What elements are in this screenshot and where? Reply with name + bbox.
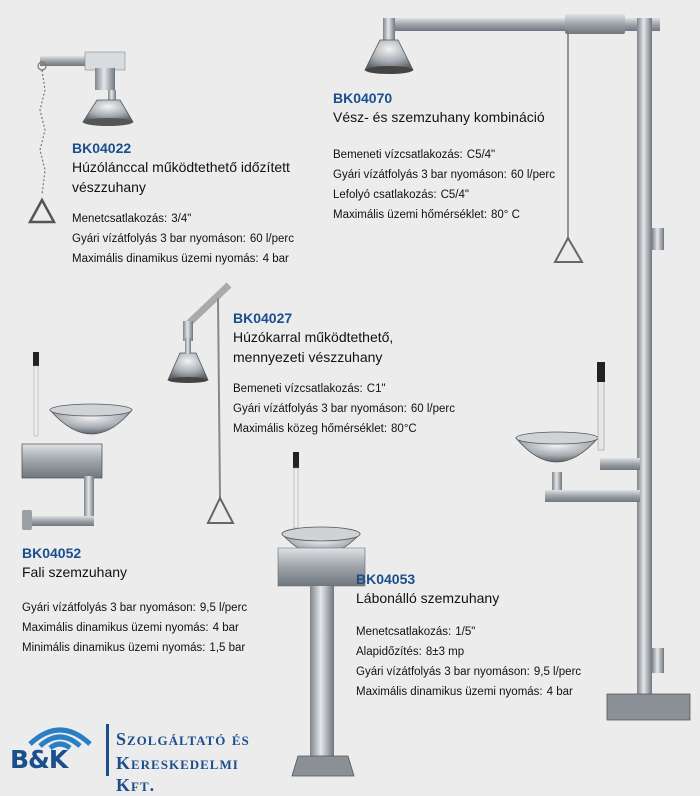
- product-bk04053: [356, 571, 581, 702]
- spec-value: 3/4": [171, 213, 192, 225]
- wireless-waves-icon: [20, 718, 100, 748]
- product-bk04022: [72, 140, 294, 269]
- spec-label: Maximális üzemi hőmérséklet:: [333, 209, 488, 221]
- spec-label: Alapidőzítés:: [356, 646, 422, 658]
- spec-row: [333, 165, 555, 185]
- spec-label: Menetcsatlakozás:: [356, 626, 452, 638]
- product-bk04052: [22, 545, 247, 658]
- product-title: Húzókarral működtethető,: [233, 329, 394, 345]
- spec-label: Bemeneti vízcsatlakozás:: [233, 383, 363, 395]
- spec-value: 4 bar: [212, 622, 239, 634]
- lever-shower-image: [163, 283, 243, 543]
- spec-label: Maximális közeg hőmérséklet:: [233, 423, 388, 435]
- product-title: Vész- és szemzuhany kombináció: [333, 109, 545, 125]
- spec-label: Gyári vízátfolyás 3 bar nyomáson:: [333, 169, 507, 181]
- spec-row: [356, 682, 581, 702]
- spec-value: 80°C: [391, 423, 417, 435]
- spec-label: Gyári vízátfolyás 3 bar nyomáson:: [72, 233, 246, 245]
- spec-label: Menetcsatlakozás:: [72, 213, 168, 225]
- spec-list: [233, 379, 455, 439]
- product-title: Lábonálló szemzuhany: [356, 590, 500, 606]
- product-title: Fali szemzuhany: [22, 564, 128, 580]
- product-title: mennyezeti vészzuhany: [233, 349, 383, 365]
- spec-label: Gyári vízátfolyás 3 bar nyomáson:: [356, 666, 530, 678]
- spec-list: [22, 598, 247, 658]
- spec-label: Gyári vízátfolyás 3 bar nyomáson:: [233, 403, 407, 415]
- spec-value: 9,5 l/perc: [199, 602, 248, 614]
- spec-row: [356, 622, 581, 642]
- spec-label: Maximális dinamikus üzemi nyomás:: [356, 686, 543, 698]
- product-bk04027: [233, 310, 455, 439]
- logo-divider: [106, 724, 109, 776]
- spec-row: [22, 598, 247, 618]
- product-title: Húzólánccal működtethető időzített: [72, 159, 290, 175]
- logo-line-1: Szolgáltató és: [116, 729, 250, 749]
- spec-row: [72, 249, 294, 269]
- spec-value: C1": [366, 383, 386, 395]
- spec-row: [72, 229, 294, 249]
- spec-label: Gyári vízátfolyás 3 bar nyomáson:: [22, 602, 196, 614]
- product-code: BK04052: [22, 545, 82, 561]
- product-code: BK04053: [356, 571, 416, 587]
- spec-row: [233, 379, 455, 399]
- spec-value: 60 l/perc: [410, 403, 455, 415]
- spec-row: [333, 185, 555, 205]
- spec-value: 9,5 l/perc: [533, 666, 582, 678]
- spec-row: [333, 205, 555, 225]
- spec-value: 60 l/perc: [510, 169, 555, 181]
- spec-value: 1,5 bar: [209, 642, 246, 654]
- spec-label: Bemeneti vízcsatlakozás:: [333, 149, 463, 161]
- spec-row: [22, 638, 247, 658]
- spec-row: [333, 145, 555, 165]
- spec-value: 4 bar: [546, 686, 573, 698]
- logo-mark: B&K: [10, 745, 68, 774]
- product-title: vészzuhany: [72, 179, 146, 195]
- spec-label: Maximális dinamikus üzemi nyomás:: [22, 622, 209, 634]
- spec-row: [233, 419, 455, 439]
- spec-value: 4 bar: [262, 253, 289, 265]
- product-code: BK04022: [72, 140, 132, 156]
- spec-row: [22, 618, 247, 638]
- spec-list: [333, 145, 555, 225]
- spec-value: C5/4": [466, 149, 496, 161]
- spec-value: 1/5": [455, 626, 476, 638]
- spec-label: Maximális dinamikus üzemi nyomás:: [72, 253, 259, 265]
- spec-value: C5/4": [440, 189, 469, 201]
- spec-label: Lefolyó csatlakozás:: [333, 189, 437, 201]
- logo-line-2: Kereskedelmi Kft.: [116, 753, 239, 795]
- spec-value: 60 l/perc: [249, 233, 294, 245]
- spec-row: [72, 209, 294, 229]
- spec-label: Minimális dinamikus üzemi nyomás:: [22, 642, 206, 654]
- spec-row: [356, 662, 581, 682]
- product-code: BK04070: [333, 90, 393, 106]
- spec-value: 8±3 mp: [425, 646, 465, 658]
- company-logo: [8, 718, 268, 795]
- spec-list: [72, 209, 294, 269]
- product-bk04070: [333, 90, 555, 225]
- spec-row: [356, 642, 581, 662]
- product-code: BK04027: [233, 310, 293, 326]
- wall-eyewash-image: [20, 348, 140, 538]
- spec-row: [233, 399, 455, 419]
- spec-list: [356, 622, 581, 702]
- spec-value: 80° C: [491, 209, 520, 221]
